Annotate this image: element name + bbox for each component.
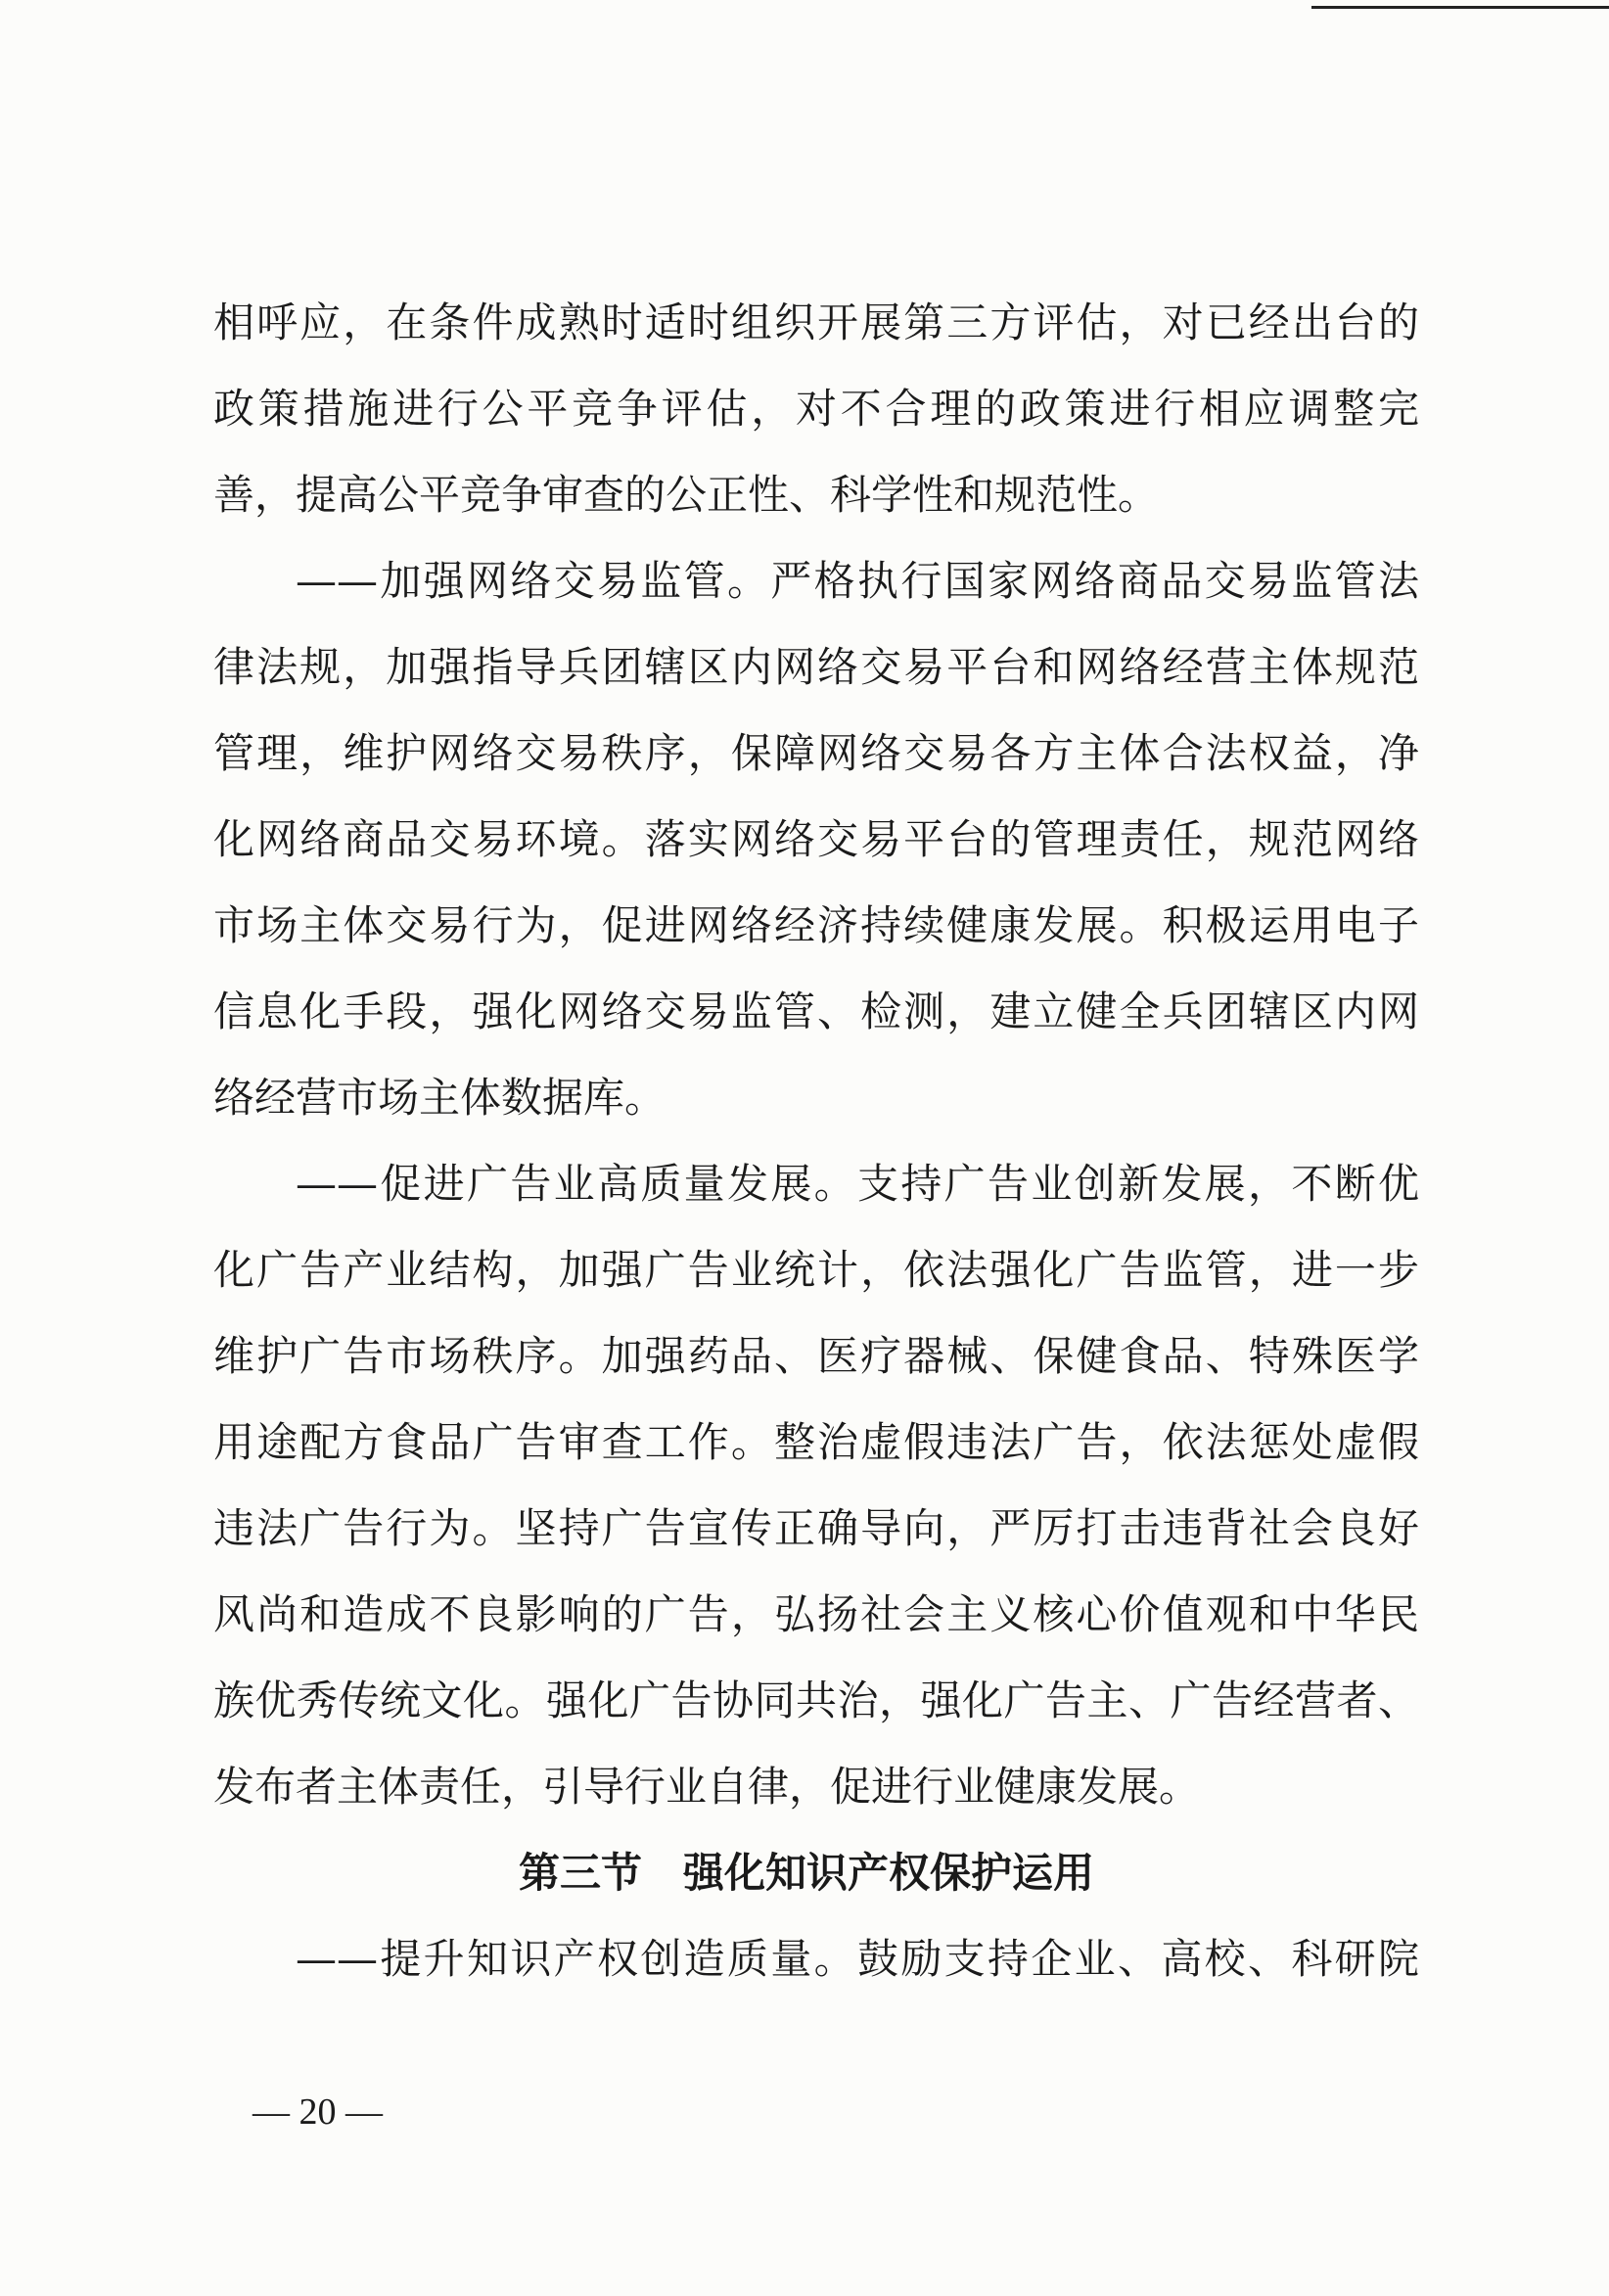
text-line: 发布者主体责任，引导行业自律，促进行业健康发展。: [213, 1763, 1201, 1811]
text-line: 政策措施进行公平竞争评估，对不合理的政策进行相应调整完: [213, 385, 1419, 433]
text-line: 市场主体交易行为，促进网络经济持续健康发展。积极运用电子: [213, 901, 1419, 949]
text-line: 络经营市场主体数据库。: [213, 1074, 667, 1122]
body-text: [213, 280, 1419, 2002]
text-line: 族优秀传统文化。强化广告协同共治，强化广告主、广告经营者、: [213, 1676, 1419, 1724]
page-number: — 20 —: [253, 2091, 383, 2133]
text-line: ——加强网络交易监管。严格执行国家网络商品交易监管法: [296, 557, 1419, 605]
text-line: 善，提高公平竞争审查的公正性、科学性和规范性。: [213, 471, 1160, 519]
text-line: 相呼应，在条件成熟时适时组织开展第三方评估，对已经出台的: [213, 298, 1419, 346]
text-line: 维护广告市场秩序。加强药品、医疗器械、保健食品、特殊医学: [213, 1332, 1419, 1380]
top-rule: [1311, 6, 1609, 9]
text-line: ——促进广告业高质量发展。支持广告业创新发展，不断优: [296, 1160, 1419, 1208]
text-line: 化网络商品交易环境。落实网络交易平台的管理责任，规范网络: [213, 815, 1419, 863]
text-line: ——提升知识产权创造质量。鼓励支持企业、高校、科研院: [296, 1935, 1419, 1983]
text-line: 管理，维护网络交易秩序，保障网络交易各方主体合法权益，净: [213, 729, 1419, 777]
text-line: 违法广告行为。坚持广告宣传正确导向，严厉打击违背社会良好: [213, 1504, 1419, 1552]
text-line: 化广告产业结构，加强广告业统计，依法强化广告监管，进一步: [213, 1246, 1419, 1294]
text-line: 用途配方食品广告审查工作。整治虚假违法广告，依法惩处虚假: [213, 1418, 1419, 1466]
section-heading: 第三节 强化知识产权保护运用: [519, 1849, 1095, 1897]
text-line: 风尚和造成不良影响的广告，弘扬社会主义核心价值观和中华民: [213, 1590, 1419, 1638]
text-line: 律法规，加强指导兵团辖区内网络交易平台和网络经营主体规范: [213, 643, 1419, 691]
text-line: 信息化手段，强化网络交易监管、检测，建立健全兵团辖区内网: [213, 987, 1419, 1035]
